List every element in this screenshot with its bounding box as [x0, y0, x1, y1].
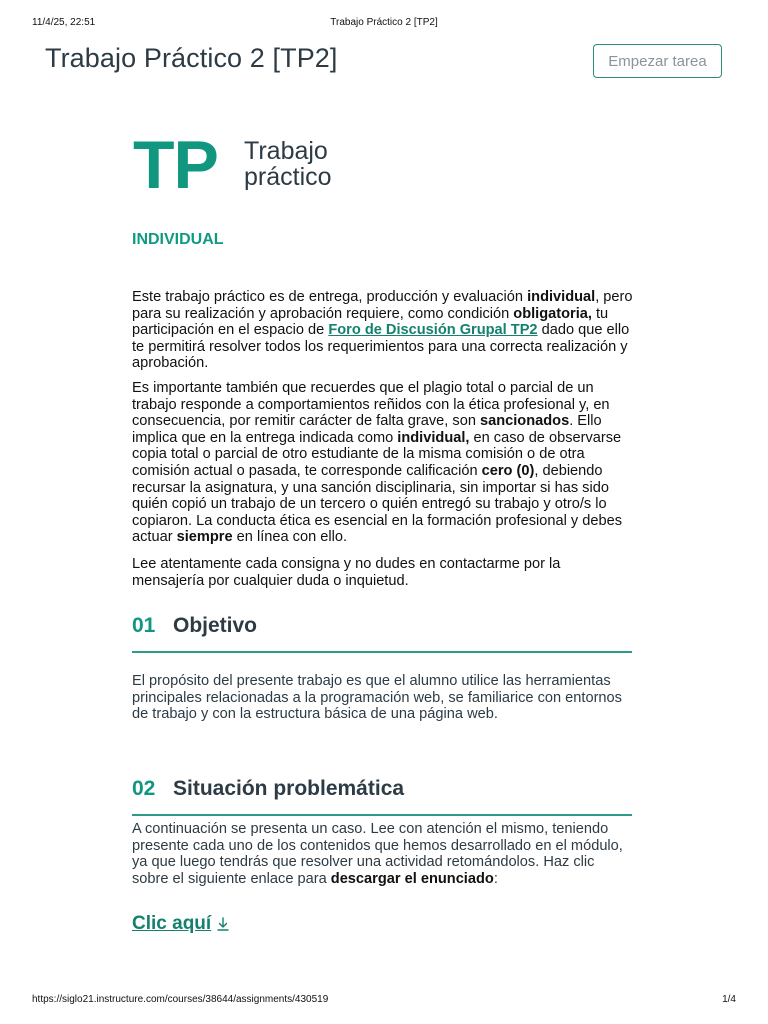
section-number: 01 [132, 614, 156, 637]
start-assignment-button[interactable]: Empezar tarea [593, 44, 722, 78]
text-run: Este trabajo práctico es de entrega, producción y evaluación [132, 289, 528, 305]
intro-text [132, 289, 634, 372]
download-enunciado-link[interactable] [132, 913, 231, 935]
bold-run: cero (0) [481, 462, 535, 479]
print-url: https://siglo21.instructure.com/courses/38644/assignments/430519 [32, 994, 329, 1005]
download-icon [215, 915, 231, 933]
plagiarism-text [132, 380, 634, 546]
intro-paragraph-2 [132, 380, 634, 546]
individual-label: INDIVIDUAL [132, 231, 224, 248]
print-datetime: 11/4/25, 22:51 [32, 17, 96, 28]
objetivo-paragraph: El propósito del presente trabajo es que el alumno utilice las herramientas principales relacionadas a la programación web, se familiarice con entornos de trabajo y con la estructura básica de una página web. [132, 673, 622, 723]
tp-logo-line1: Trabajo [244, 137, 328, 165]
text-run: , pero para su realización y aprobación requiere, como condición [132, 289, 633, 322]
text-run: dado que ello te permitirá resolver todos los requerimientos para una correcta realización y aprobación. [132, 322, 630, 372]
bold-run: individual [527, 289, 596, 305]
section-objetivo-text [132, 673, 634, 723]
tp-logo-line2: práctico [244, 163, 332, 191]
text-run: , debiendo recursar la asignatura, y una sanción disciplinaria, sin importar si has sido quién copió un trabajo de un tercero o quién entregó su trabajo y otro/s lo copiaron. La conducta ética es esencial en la formación profesional y debes actuar [132, 462, 623, 546]
page-title: Trabajo Práctico 2 [TP2] [45, 43, 338, 73]
section-situacion-heading [132, 775, 632, 816]
section-label: Objetivo [173, 614, 258, 637]
download-link-label: Clic aquí [132, 913, 212, 934]
text-run: tu participación en el espacio de [132, 305, 609, 339]
text-run: A continuación se presenta un caso. Lee con atención el mismo, teniendo presente cada uno de los contenidos que hemos desarrollado en el módulo, ya que luego tendrás que resolver una actividad retomándolos. Haz clic sobre el siguiente enlace para [132, 821, 623, 887]
text-run: en línea con ello. [232, 529, 348, 546]
situacion-paragraph [132, 821, 634, 887]
section-label: Situación problemática [173, 777, 405, 800]
bold-run: siempre [176, 529, 233, 546]
print-page-number: 1/4 [722, 994, 736, 1005]
section-objetivo-heading [132, 612, 632, 653]
print-title: Trabajo Práctico 2 [TP2] [330, 17, 438, 28]
bold-run: individual, [397, 429, 470, 446]
bold-run: sancionados [479, 413, 570, 430]
intro-paragraph-1 [132, 289, 634, 372]
section-situacion-text [132, 821, 634, 887]
text-run: en caso de observarse copia total o parcial de otro estudiante de la misma comisión o de otra comisión actual o pasada, te corresponde calificación [132, 429, 622, 479]
intro-paragraph-3: Lee atentamente cada consigna y no dudes en contactarme por la mensajería por cualquier duda o inquietud. [132, 556, 561, 589]
tp-logo-abbr: TP [133, 127, 218, 203]
text-run: : [493, 870, 498, 887]
bold-run: obligatoria, [513, 305, 592, 322]
section-number: 02 [132, 777, 156, 800]
read-carefully-text [132, 556, 634, 589]
text-run: Es importante también que recuerdes que el plagio total o parcial de un trabajo responde a comportamientos reñidos con la ética profesional y, en consecuencia, por remitir carácter de falta grave, son [132, 380, 610, 430]
tp-logo-words [244, 138, 332, 190]
forum-link[interactable]: Foro de Discusión Grupal TP2 [328, 322, 538, 339]
bold-run: descargar el enunciado [330, 870, 494, 887]
text-run: . Ello implica que en la entrega indicada como [132, 413, 602, 446]
